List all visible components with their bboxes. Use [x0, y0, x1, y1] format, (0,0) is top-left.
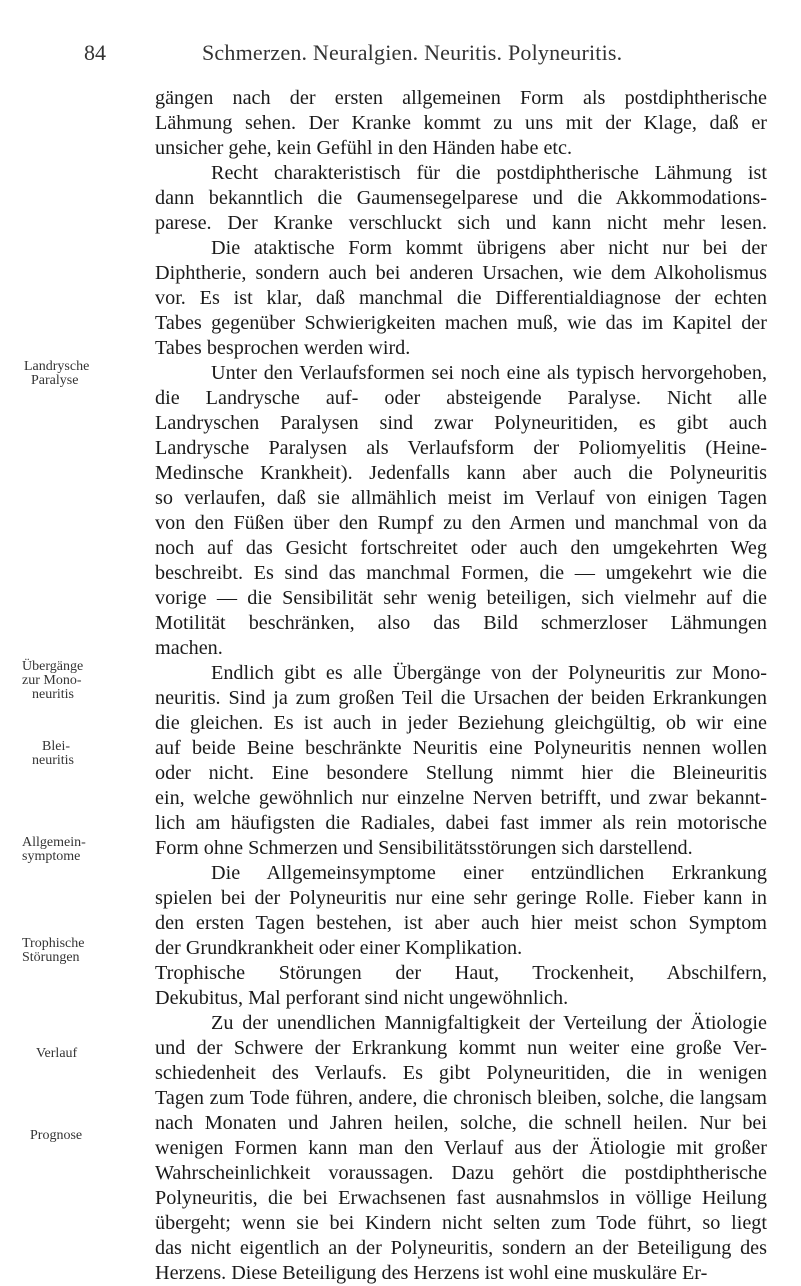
text-line: Polyneuritis, die bei Erwachsenen fast ausnahmslos in völlige Heilung	[155, 1187, 767, 1209]
text-line: Unter den Verlaufsformen sei noch eine als typisch hervorgehoben,	[211, 362, 767, 384]
text-line: machen.	[155, 637, 223, 659]
text-line: spielen bei der Polyneuritis nur eine sehr geringe Rolle. Fieber kann in	[155, 887, 767, 909]
text-line: Tagen zum Tode führen, andere, die chronisch bleiben, solche, die langsam	[155, 1087, 767, 1109]
text-line: Trophische Störungen der Haut, Trockenheit, Abschilfern,	[155, 962, 767, 984]
margin-note-prognose: Prognose	[30, 1128, 83, 1143]
text-line: Motilität beschränken, also das Bild schmerzloser Lähmungen	[155, 612, 767, 634]
text-line: den ersten Tagen bestehen, ist aber auch hier meist schon Symptom	[155, 912, 767, 934]
text-line: noch auf das Gesicht fortschreitet oder auch den umgekehrten Weg	[155, 537, 767, 559]
text-line: Wahrscheinlichkeit voraussagen. Dazu gehört die postdiphtherische	[155, 1162, 767, 1184]
text-line: Herzens. Diese Beteiligung des Herzens ist wohl eine muskuläre Er-	[155, 1262, 708, 1284]
text-line: lich am häufigsten die Radiales, dabei fast immer als rein motorische	[155, 812, 767, 834]
text-line: so verlaufen, daß sie allmählich meist im Verlauf von einigen Tagen	[155, 487, 767, 509]
text-line: Tabes besprochen werden wird.	[155, 337, 411, 359]
text-line: unsicher gehe, kein Gefühl in den Händen habe etc.	[155, 137, 573, 159]
text-line: Endlich gibt es alle Übergänge von der Polyneuritis zur Mono-	[211, 662, 767, 684]
margin-note-landrysche-paralyse: Landrysche Paralyse	[24, 359, 90, 388]
text-line: parese. Der Kranke verschluckt sich und kann nicht mehr lesen.	[155, 212, 767, 234]
text-line: schiedenheit des Verlaufs. Es gibt Polyneuritiden, die in wenigen	[155, 1062, 767, 1084]
text-line: vor. Es ist klar, daß manchmal die Differentialdiagnose der echten	[155, 287, 767, 309]
text-line: Form ohne Schmerzen und Sensibilitätsstörungen sich darstellend.	[155, 837, 693, 859]
text-line: vorige — die Sensibilität sehr wenig beteiligen, sich vielmehr auf die	[155, 587, 767, 609]
text-line: wenigen Formen kann man den Verlauf aus der Ätiologie mit großer	[155, 1137, 767, 1159]
page-number: 84	[84, 40, 106, 65]
text-line: Tabes gegenüber Schwierigkeiten machen muß, wie das im Kapitel der	[155, 312, 767, 334]
text-line: von den Füßen über den Rumpf zu den Armen und manchmal von da	[155, 512, 767, 534]
text-line: Dekubitus, Mal perforant sind nicht ungewöhnlich.	[155, 987, 569, 1009]
margin-note-uebergaenge: Übergänge zur Mono- neuritis	[22, 659, 84, 702]
text-line: nach Monaten und Jahren heilen, solche, die schnell heilen. Nur bei	[155, 1112, 767, 1134]
text-line: Zu der unendlichen Mannigfaltigkeit der Verteilung der Ätiologie	[211, 1012, 767, 1034]
text-line: oder nicht. Eine besondere Stellung nimmt hier die Bleineuritis	[155, 762, 767, 784]
text-line: auf beide Beine beschränkte Neuritis eine Polyneuritis nennen wollen	[155, 737, 767, 759]
text-line: Landryschen Paralysen sind zwar Polyneuritiden, es gibt auch	[155, 412, 767, 434]
text-line: übergeht; wenn sie bei Kindern nicht selten zum Tode führt, so liegt	[155, 1212, 767, 1234]
margin-note-bleineuritis: Blei- neuritis	[32, 739, 74, 768]
text-line: Recht charakteristisch für die postdiphtherische Lähmung ist	[211, 162, 767, 184]
margin-note-verlauf: Verlauf	[36, 1046, 78, 1061]
text-line: und der Schwere der Erkrankung kommt nun weiter eine große Ver-	[155, 1037, 767, 1059]
margin-note-trophische-stoerungen: Trophische Störungen	[22, 936, 85, 965]
text-line: Lähmung sehen. Der Kranke kommt zu uns mit der Klage, daß er	[155, 112, 767, 134]
text-line: neuritis. Sind ja zum großen Teil die Ursachen der beiden Erkrankungen	[155, 687, 767, 709]
text-line: Landrysche Paralysen als Verlaufsform der Poliomyelitis (Heine-	[155, 437, 767, 459]
running-head: Schmerzen. Neuralgien. Neuritis. Polyneuritis.	[202, 40, 623, 65]
text-line: Medinsche Krankheit). Jedenfalls kann aber auch die Polyneuritis	[155, 462, 767, 484]
text-line: Die Allgemeinsymptome einer entzündlichen Erkrankung	[211, 862, 767, 884]
text-line: Die ataktische Form kommt übrigens aber nicht nur bei der	[211, 237, 767, 259]
text-line: ein, welche gewöhnlich nur einzelne Nerven betrifft, und zwar bekannt-	[155, 787, 767, 809]
text-line: gängen nach der ersten allgemeinen Form als postdiphtherische	[155, 87, 767, 109]
text-line: das nicht eigentlich an der Polyneuritis, sondern an der Beteiligung des	[155, 1237, 767, 1259]
text-line: die Landrysche auf- oder absteigende Paralyse. Nicht alle	[155, 387, 767, 409]
text-line: die gleichen. Es ist auch in jeder Beziehung gleichgültig, ob wir eine	[155, 712, 767, 734]
text-line: Diphtherie, sondern auch bei anderen Ursachen, wie dem Alkoholismus	[155, 262, 767, 284]
text-line: beschreibt. Es sind das manchmal Formen, die — umgekehrt wie die	[155, 562, 767, 584]
margin-note-allgemeinsymptome: Allgemein- symptome	[22, 835, 86, 864]
text-line: der Grundkrankheit oder einer Komplikation.	[155, 937, 523, 959]
page-header	[84, 40, 744, 70]
body-text	[155, 86, 767, 1286]
text-line: dann bekanntlich die Gaumensegelparese und die Akkommodations-	[155, 187, 767, 209]
